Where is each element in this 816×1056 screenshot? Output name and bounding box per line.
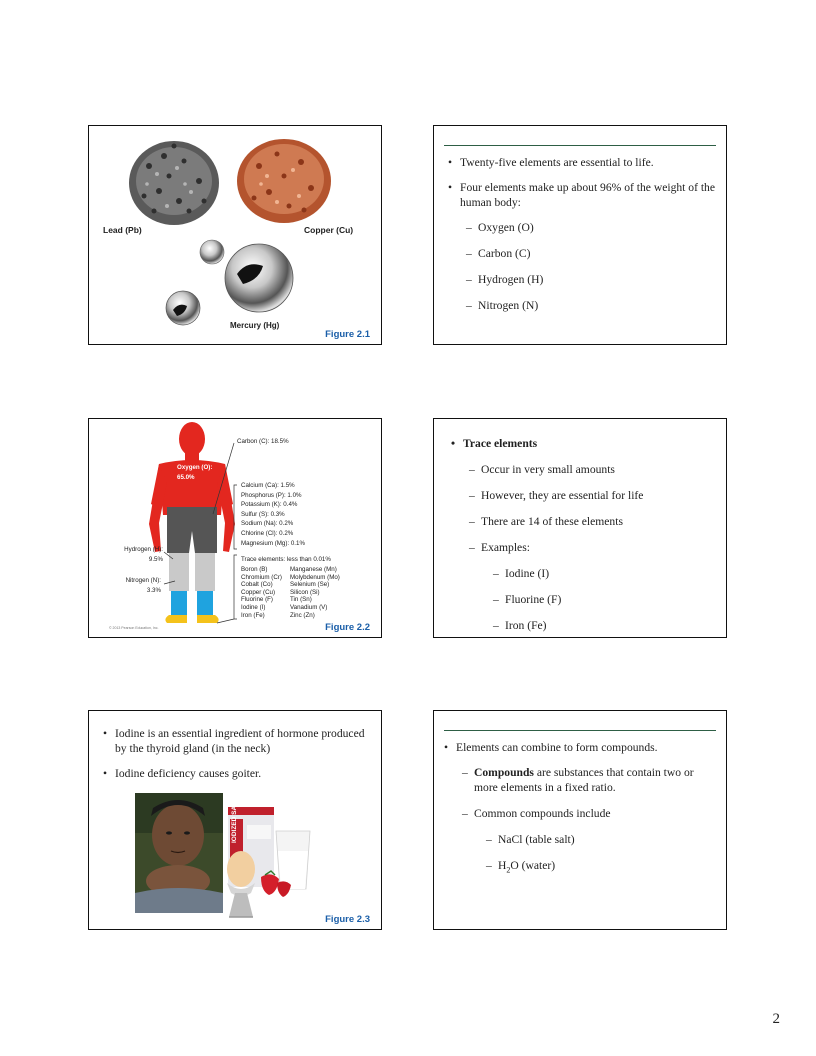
bullet-item: • Four elements make up about 96% of the weight of the human body: [448,180,720,210]
lead-pile [129,141,219,225]
trace-element: Selenium (Se) [290,581,330,589]
slide-iodine [88,710,382,930]
figure-label: Figure 2.2 [325,622,370,633]
sub-item: – Oxygen (O) [466,220,720,235]
water-rest: O (water) [510,859,556,872]
copper-pile [237,139,331,223]
minor-element: Potassium (K): 0.4% [241,501,298,509]
minor-elements-list [241,481,305,548]
label-copper: Copper (Cu) [304,225,354,235]
example-item: – Iron (Fe) [493,618,721,633]
compound-water [486,858,716,877]
sub-item: – Occur in very small amounts [469,462,721,477]
figure-label: Figure 2.1 [325,329,370,340]
slide-elements-photo [88,125,382,345]
trace-element: Manganese (Mn) [290,566,337,573]
trace-col-2 [290,566,340,619]
trace-element: Cobalt (Co) [241,581,273,589]
compound-nacl: – NaCl (table salt) [486,832,716,847]
bullet-item: • Twenty-five elements are essential to life. [448,155,720,170]
mercury-drops [166,240,293,325]
figure-label: Figure 2.3 [325,914,370,925]
trace-element: Iron (Fe) [241,611,265,619]
label-lead: Lead (Pb) [103,225,142,235]
water-h: H [498,859,507,872]
trace-element: Boron (B) [241,566,268,573]
trace-element: Vanadium (V) [290,603,328,611]
compounds-term: Compounds [474,766,534,779]
copyright: © 2013 Pearson Education, Inc. [109,626,159,630]
page-number: 2 [772,1011,780,1027]
label-nitrogen: Nitrogen (N): 3.3% [125,577,161,594]
compounds-definition: are substances that contain two or more elements in a fixed ratio. [474,766,694,794]
label-mercury: Mercury (Hg) [230,321,280,330]
trace-title: Trace elements: less than 0.01% [241,556,331,563]
slide-body-composition [88,418,382,638]
salt-label: IODIZED SALT [231,798,238,843]
elements-photo [89,126,381,344]
minor-element: Phosphorus (P): 1.0% [241,491,302,499]
slide-trace-elements [433,418,727,638]
water-subscript: 2 [506,865,511,875]
trace-element: Iodine (I) [241,603,266,611]
minor-element: Magnesium (Mg): 0.1% [241,539,305,547]
minor-element: Calcium (Ca): 1.5% [241,482,295,489]
sub-item: – Common compounds include [462,806,716,821]
minor-element: Sodium (Na): 0.2% [241,520,294,528]
trace-element: Tin (Sn) [290,596,312,604]
trace-element: Fluorine (F) [241,596,273,604]
minor-element: Chlorine (Cl): 0.2% [241,529,294,537]
human-body [149,422,235,623]
example-item: – Iodine (I) [493,566,721,581]
trace-element: Molybdenum (Mo) [290,573,340,581]
trace-element: Zinc (Zn) [290,611,315,619]
slide-essential-elements [433,125,727,345]
trace-element: Silicon (Si) [290,588,320,596]
sub-item: – Nitrogen (N) [466,298,720,313]
label-hydrogen: Hydrogen (H): 9.5% [124,546,163,563]
sub-item-compounds [462,765,716,795]
slide-compounds [433,710,727,930]
slide-rule [444,145,716,146]
example-item: – Fluorine (F) [493,592,721,607]
bullet-item: • Iodine is an essential ingredient of hormone produced by the thyroid gland (in the neck) [103,726,375,756]
trace-element: Chromium (Cr) [241,573,282,581]
minor-element: Sulfur (S): 0.3% [241,510,285,518]
sub-item: – However, they are essential for life [469,488,721,503]
slide-rule [444,730,716,731]
trace-col-1 [241,566,282,619]
sub-item: – Hydrogen (H) [466,272,720,287]
label-carbon: Carbon (C): 18.5% [237,438,289,445]
trace-element: Copper (Cu) [241,588,276,596]
sub-item: – There are 14 of these elements [469,514,721,529]
bullet-item: • Iodine deficiency causes goiter. [103,766,375,781]
sub-item: – Examples: [469,540,721,555]
label-oxygen: Oxygen (O): 65.0% [177,464,213,481]
bullet-item: • Elements can combine to form compounds. [444,740,716,755]
bullet-title: • Trace elements [451,436,721,451]
sub-item: – Carbon (C) [466,246,720,261]
